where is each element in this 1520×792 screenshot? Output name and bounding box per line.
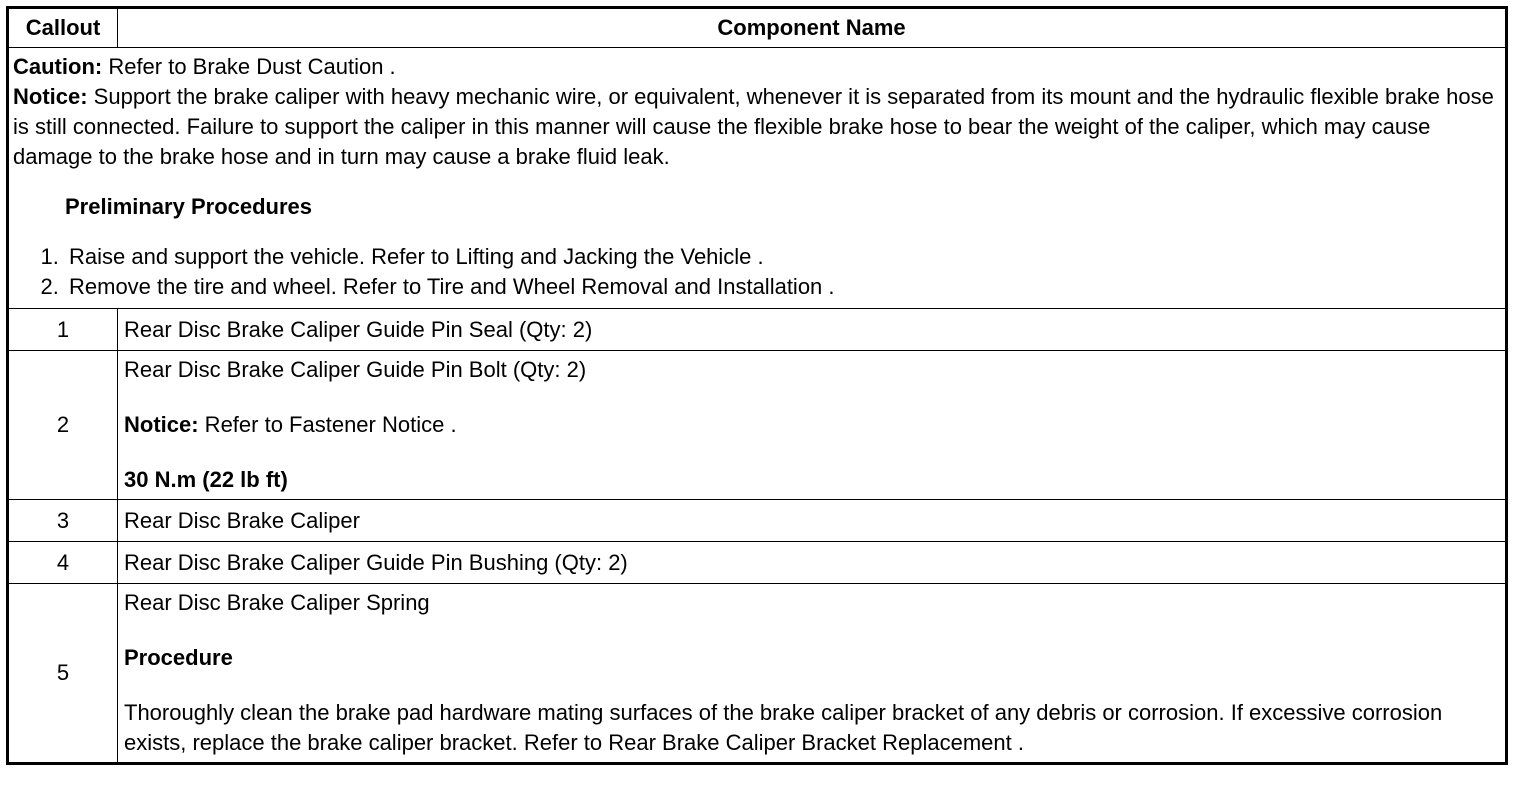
callout-number: 1	[8, 309, 118, 351]
notice-label: Notice:	[124, 412, 199, 437]
component-name: Rear Disc Brake Caliper Spring	[124, 590, 430, 615]
notice-label: Notice:	[13, 84, 88, 109]
preliminary-procedures-heading: Preliminary Procedures	[65, 194, 313, 219]
preliminary-step: 2. Remove the tire and wheel. Refer to Tire and Wheel Removal and Installation .	[65, 272, 1499, 302]
notes-row	[8, 48, 1507, 309]
torque-value: 30 N.m (22 lb ft)	[124, 467, 288, 492]
table-row	[8, 542, 1507, 584]
torque-spec	[124, 465, 1499, 495]
callout-number: 2	[8, 351, 118, 500]
component-table	[6, 6, 1508, 765]
table-header-row	[8, 8, 1507, 48]
component-cell	[118, 584, 1507, 764]
preliminary-step: 1. Raise and support the vehicle. Refer to Lifting and Jacking the Vehicle .	[65, 242, 1499, 272]
fastener-notice	[124, 410, 1499, 440]
component-name-header: Component Name	[118, 8, 1507, 48]
table-row	[8, 309, 1507, 351]
document	[6, 6, 1508, 765]
component-name: Rear Disc Brake Caliper Guide Pin Seal (Qty: 2)	[118, 309, 1507, 351]
component-cell	[118, 351, 1507, 500]
table-row	[8, 351, 1507, 500]
notice-text: Refer to Fastener Notice .	[198, 412, 457, 437]
callout-number: 5	[8, 584, 118, 764]
procedure-heading-text: Procedure	[124, 645, 233, 670]
callout-number: 4	[8, 542, 118, 584]
procedure-text: Thoroughly clean the brake pad hardware mating surfaces of the brake caliper bracket of any debris or corrosion. If excessive corrosion exists, replace the brake caliper bracket. Refer to Rear Brake Caliper Bracket Replacement .	[124, 700, 1443, 755]
caution-note	[13, 52, 1499, 82]
notes-cell	[8, 48, 1507, 309]
procedure-heading	[124, 643, 1499, 673]
preliminary-steps-list	[13, 242, 1499, 302]
table-row	[8, 500, 1507, 542]
component-name: Rear Disc Brake Caliper	[118, 500, 1507, 542]
callout-number: 3	[8, 500, 118, 542]
table-row	[8, 584, 1507, 764]
notice-text: Support the brake caliper with heavy mechanic wire, or equivalent, whenever it is separated from its mount and the hydraulic flexible brake hose is still connected. Failure to support the caliper in this manner will cause the flexible brake hose to bear the weight of the caliper, which may cause damage to the brake hose and in turn may cause a brake fluid leak.	[13, 84, 1494, 169]
component-name: Rear Disc Brake Caliper Guide Pin Bolt (Qty: 2)	[124, 357, 587, 382]
caution-text: Refer to Brake Dust Caution .	[102, 54, 396, 79]
caution-label: Caution:	[13, 54, 103, 79]
callout-header: Callout	[8, 8, 118, 48]
notice-note	[13, 82, 1499, 172]
component-name: Rear Disc Brake Caliper Guide Pin Bushing (Qty: 2)	[118, 542, 1507, 584]
